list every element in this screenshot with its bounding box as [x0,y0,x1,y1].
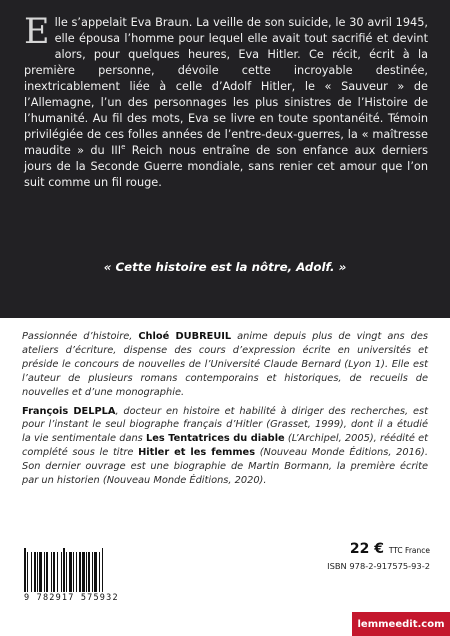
author-name: François DELPLA [22,405,116,417]
isbn: ISBN 978-2-917575-93-2 [327,561,430,571]
bio-chloe-dubreuil: Passionnée d’histoire, Chloé DUBREUIL anime depuis plus de vingt ans des ateliers d’écriture, dispense des cours d’expression écrite en universités et préside le concours de nouvelles de l’Université Claude Bernard (Lyon 1). Elle est l’auteur de plusieurs romans contemporains et historiques, de recueils de nouvelles et d’une monographie. [22,331,428,398]
bio-francois-delpla: François DELPLA, docteur en histoire et habilité à diriger des recherches, est pour l’instant le seul biographe français d’Hitler (Grasset, 1999), dont il a étudié la vie sentimentale dans Les Tentatrices du diable (L’Archipel, 2005), réédité et complété sous le titre Hitler et les femmes (Nouveau Monde Éditions, 2016). Son dernier ouvrage est une biographie de Martin Bormann, la première écrite par un historien (Nouveau Monde Éditions, 2020). [22,405,428,487]
author-name: Chloé DUBREUIL [138,331,232,342]
publisher-website[interactable]: lemmeedit.com [352,612,450,636]
summary-body: lle s’appelait Eva Braun. La veille de son suicide, le 30 avril 1945, elle épousa l’homme pour lequel elle avait tout sacrifié et devint alors, pour quelques heures, Eva Hitler. Ce récit, écrit à la première personne, dévoile cette incroyable destinée, inextricablement liée à celle d’Adolf Hitler, le « Sauveur » de l’Allemagne, l’un des personnages les plus sinistres de l’Histoire de l’humanité. Au fil des mots, Eva se livre en toute spontanéité. Témoin privilégiée de ces folles années de l’entre-deux-guerres, la « maîtresse maudite » du III [24,16,428,157]
book-title: Les Tentatrices du diable [145,433,285,445]
author-bios [22,330,428,493]
price-note: TTC France [388,546,430,555]
barcode-stripe [103,552,104,592]
barcode-bars [24,548,154,592]
book-title: Hitler et les femmes [138,447,256,459]
barcode [24,548,154,604]
price: 22 € TTC France [349,541,430,557]
pull-quote: « Cette histoire est la nôtre, Adolf. » [103,260,347,274]
drop-cap: E [24,12,50,52]
superscript-e: e [121,143,126,152]
summary-body-end: Reich nous entraîne de son enfance aux derniers jours de la Seconde Guerre mondiale, sans renier cet amour que l’on suit comme un fil rouge. [24,144,428,189]
barcode-number: 9 782917 575932 [24,593,119,603]
price-block [327,541,430,571]
summary-text [24,12,428,191]
